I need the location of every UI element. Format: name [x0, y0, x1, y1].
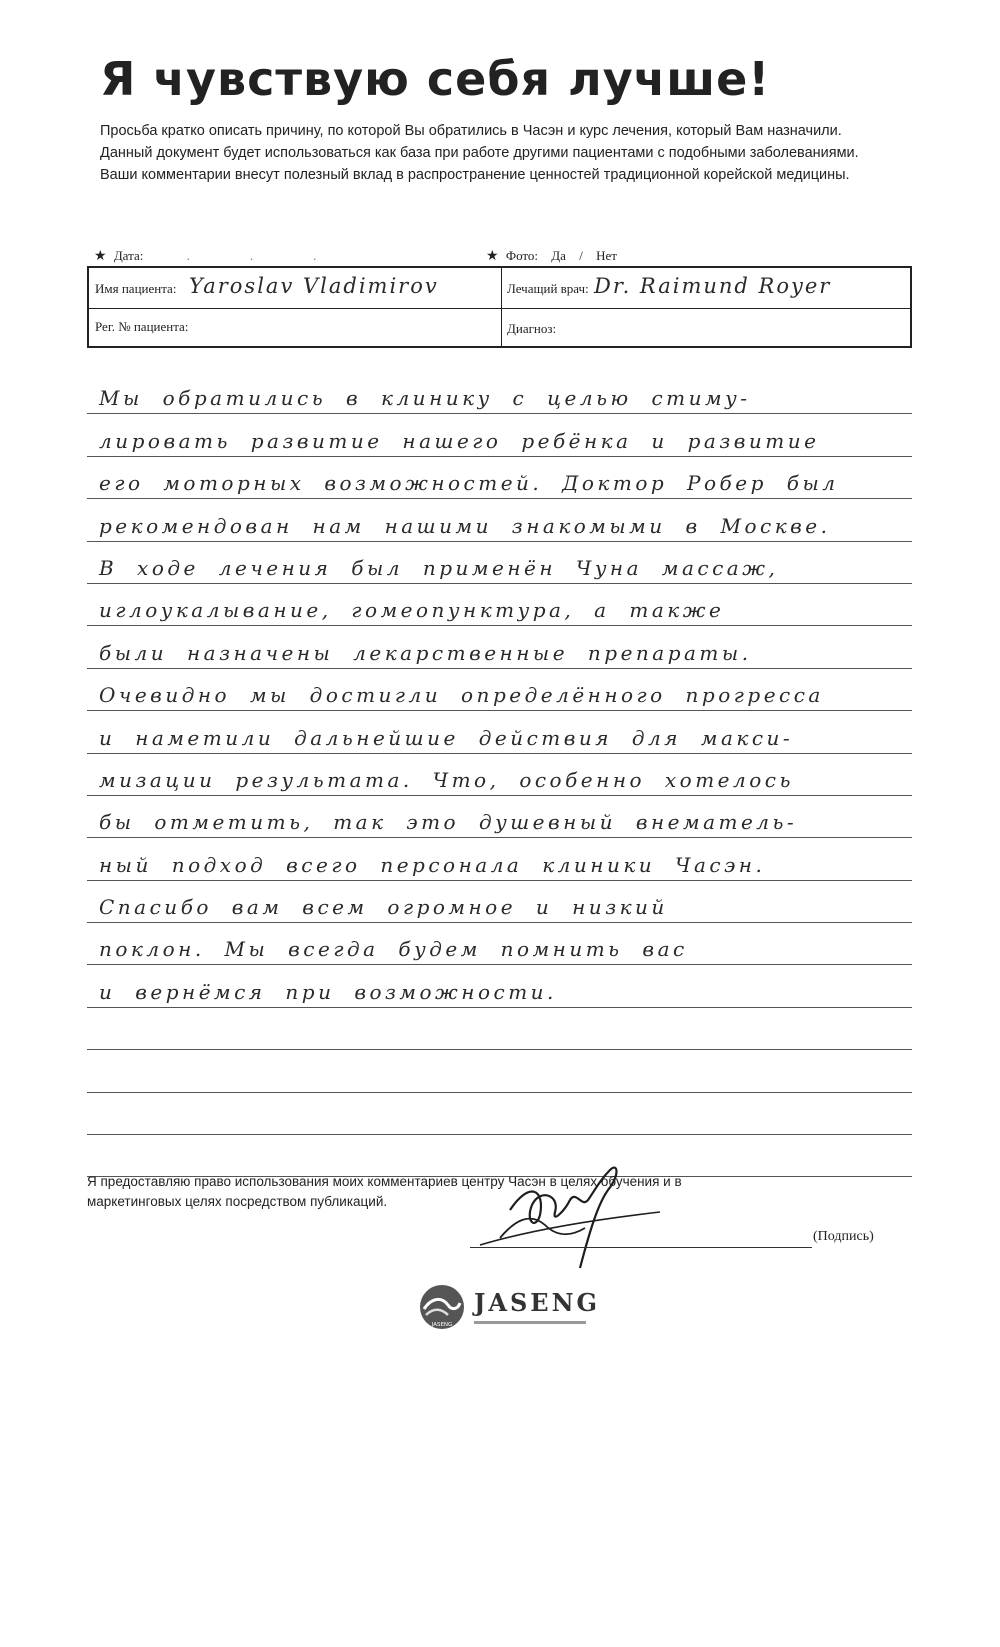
- letter-text: Мы обратились в клинику с целью стиму-: [99, 386, 751, 411]
- letter-text: его моторных возможностей. Доктор Робер был: [99, 471, 839, 496]
- date-label: Дата:: [113, 248, 144, 263]
- photo-field: [486, 248, 617, 265]
- letter-text: иглоукалывание, гомеопунктура, а также: [99, 598, 725, 623]
- letter-line: [87, 881, 912, 923]
- table-divider: [501, 268, 502, 346]
- photo-separator: /: [579, 248, 583, 263]
- doctor-value: Dr. Raimund Royer: [594, 274, 832, 298]
- star-icon: ★: [94, 249, 107, 264]
- logo-name: JASENG: [474, 1287, 601, 1317]
- logo-tagline: [474, 1321, 586, 1324]
- letter-line: [87, 838, 912, 880]
- doctor-label: Лечащий врач:: [507, 281, 589, 296]
- table-divider: [89, 308, 910, 309]
- letter-line: [87, 1008, 912, 1050]
- signature-line: [470, 1247, 812, 1248]
- letter-text: бы отметить, так это душевный внематель-: [99, 810, 798, 835]
- intro-line: Данный документ будет использоваться как база при работе другими пациентами с подобными заболеваниями.: [100, 145, 859, 161]
- photo-label: Фото:: [505, 248, 539, 263]
- letter-line: [87, 796, 912, 838]
- consent-line: маркетинговых целях посредством публикаций.: [87, 1194, 388, 1209]
- signature-mark: [470, 1150, 670, 1270]
- letter-line: [87, 669, 912, 711]
- letter-text: и наметили дальнейшие действия для макси-: [99, 725, 794, 750]
- photo-no-option: Нет: [596, 248, 617, 263]
- letter-text: В ходе лечения был применён Чуна массаж,: [99, 555, 779, 580]
- intro-line: Просьба кратко описать причину, по которой Вы обратились в Часэн и курс лечения, который Вам назначили.: [100, 123, 842, 139]
- letter-text: лировать развитие нашего ребёнка и развитие: [99, 428, 820, 453]
- letter-line: [87, 457, 912, 499]
- jaseng-logo: [418, 1283, 600, 1331]
- consent-line: Я предоставляю право использования моих комментариев центру Часэн в целях обучения и в: [87, 1174, 682, 1189]
- letter-line: [87, 414, 912, 456]
- star-icon: ★: [486, 249, 499, 264]
- diagnosis-label: Диагноз:: [507, 321, 557, 336]
- letter-line: [87, 1093, 912, 1135]
- letter-text: были назначены лекарственные препараты.: [99, 640, 752, 665]
- letter-line: [87, 584, 912, 626]
- patient-name-value: Yaroslav Vladimirov: [189, 274, 439, 298]
- emblem-text: JASENG: [431, 1322, 453, 1328]
- letter-text: и вернёмся при возможности.: [99, 979, 557, 1004]
- letter-line: [87, 1050, 912, 1092]
- date-field: [94, 248, 376, 265]
- letter-line: [87, 626, 912, 668]
- letter-text: ный подход всего персонала клиники Часэн.: [99, 852, 766, 877]
- signature-label: (Подпись): [813, 1229, 874, 1244]
- logo-wordmark: [474, 1287, 601, 1324]
- patient-name-label: Имя пациента:: [95, 281, 177, 296]
- letter-line: [87, 372, 912, 414]
- handwritten-letter: [87, 372, 912, 1177]
- page-title: Я чувствую себя лучше!: [100, 52, 771, 106]
- letter-line: [87, 499, 912, 541]
- letter-line: [87, 711, 912, 753]
- letter-text: Очевидно мы достигли определённого прогресса: [99, 683, 824, 708]
- letter-text: Спасибо вам всем огромное и низкий: [99, 895, 668, 920]
- patient-info-table: [87, 266, 912, 348]
- jaseng-emblem-icon: [418, 1283, 466, 1331]
- letter-line: [87, 542, 912, 584]
- letter-text: рекомендован нам нашими знакомыми в Москве.: [99, 513, 831, 538]
- letter-line: [87, 754, 912, 796]
- intro-line: Ваши комментарии внесут полезный вклад в распространение ценностей традиционной корейской медицины.: [100, 167, 850, 183]
- intro-text: [100, 120, 920, 186]
- reg-number-label: Рег. № пациента:: [95, 319, 189, 334]
- letter-line: [87, 923, 912, 965]
- date-placeholder-dots: ...: [186, 248, 377, 263]
- letter-text: поклон. Мы всегда будем помнить вас: [99, 937, 688, 962]
- letter-line: [87, 965, 912, 1007]
- letter-text: мизации результата. Что, особенно хотелось: [99, 767, 794, 792]
- photo-yes-option: Да: [551, 248, 566, 263]
